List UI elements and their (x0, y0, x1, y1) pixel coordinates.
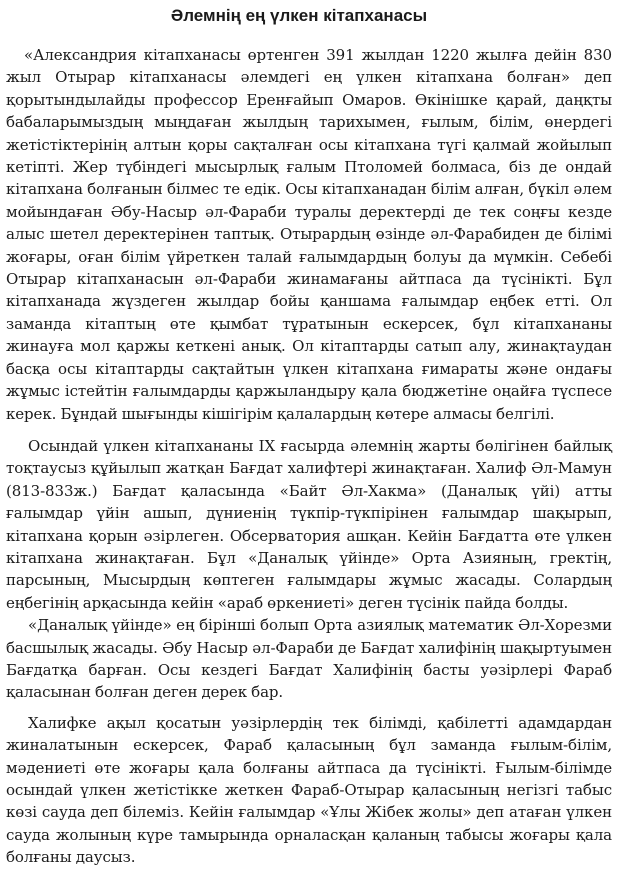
document-title: Әлемнің ең үлкен кітапханасы (170, 6, 428, 25)
paragraph-3: «Даналық үйінде» ең бірінші болып Орта азиялық математик Әл-Хорезми басшылық жасады. Әбу Насыр әл-Фараби де Бағдат халифінің шақыртуымен Бағдатқа барған. Осы кездегі Бағдат Халифінің басты уәзірлері Фараб қаласынан болған деген дерек бар. (6, 616, 612, 702)
paragraph-1: «Александрия кітапханасы өртенген 391 жылдан 1220 жылға дейін 830 жыл Отырар кітапханасы әлемдегі ең үлкен кітапхана болған» деп қорытындылайды профессор Еренғайып Омаров. Өкінішке қарай, даңқты бабаларымыздың мыңдаған жылдың тарихымен, ғылым, білім, өнердегі жетістіктерінің алтын қоры сақталған осы кітапхана түгі қалмай жойылып кетіпті. Жер түбіндегі мысырлық ғалым Птоломей болмаса, біз де ондай кітапхана болғанын білмес те едік. Осы кітапханадан білім алған, бүкіл әлем мойындаған Әбу-Насыр әл-Фараби туралы деректерді де тек соңғы кезде алыс шетел деректерінен таптық. Отырардың өзінде әл-Фарабиден де білімі жоғары, оған білім үйреткен талай ғалымдардың болуы да мүмкін. Себебі Отырар кітапханасын әл-Фараби жинамағаны айтпаса да түсінікті. Бұл кітапханада жүздеген жылдар бойы қаншама ғалымдар еңбек етті. Ол заманда кітаптың өте қымбат тұратынын ескерсек, бұл кітапхананы жинауға мол қаржы кеткені анық. Ол кітаптарды сатып алу, жинақтаудан басқа осы кітаптарды сақтайтын үлкен кітапхана ғимараты және ондағы жұмыс істейтін ғалымдарды қаржыландыру қала бюджетіне оңайға түспесе керек. Бұндай шығынды кішігірім қалалардың көтере алмасы белгілі. (6, 46, 612, 423)
paragraph-2: Осындай үлкен кітапхананы IX ғасырда әлемнің жарты бөлігінен байлық тоқтаусыз құйылып жатқан Бағдат халифтері жинақтаған. Халиф Әл-Мамун (813-833ж.) Бағдат қаласында «Байт Әл-Хакма» (Даналық үйі) атты ғалымдар үйін ашып, дүниенің түкпір-түкпірінен ғалымдар шақырып, кітапхана қорын әзірлеген. Обсерватория ашқан. Кейін Бағдатта өте үлкен кітапхана жинақтаған. Бұл «Даналық үйінде» Орта Азияның, гректің, парсының, Мысырдың көптеген ғалымдары жұмыс жасады. Солардың еңбегінің арқасында кейін «араб өркениеті» деген түсінік пайда болды. (6, 436, 612, 612)
paragraph-4: Халифке ақыл қосатын уәзірлердің тек білімді, қабілетті адамдардан жиналатынын ескерсек, Фараб қаласының бұл заманда ғылым-білім, мәдениеті өте жоғары қала болғаны айтпаса да түсінікті. Ғылым-білімде осындай үлкен жетістікке жеткен Фараб-Отырар қаласының негізгі табыс көзі сауда деп білеміз. Кейін ғалымдар «Ұлы Жібек жолы» деп атаған үлкен сауда жолының күре тамырында орналасқан қаланың табысы жоғары қала болғаны даусыз. (6, 713, 612, 867)
